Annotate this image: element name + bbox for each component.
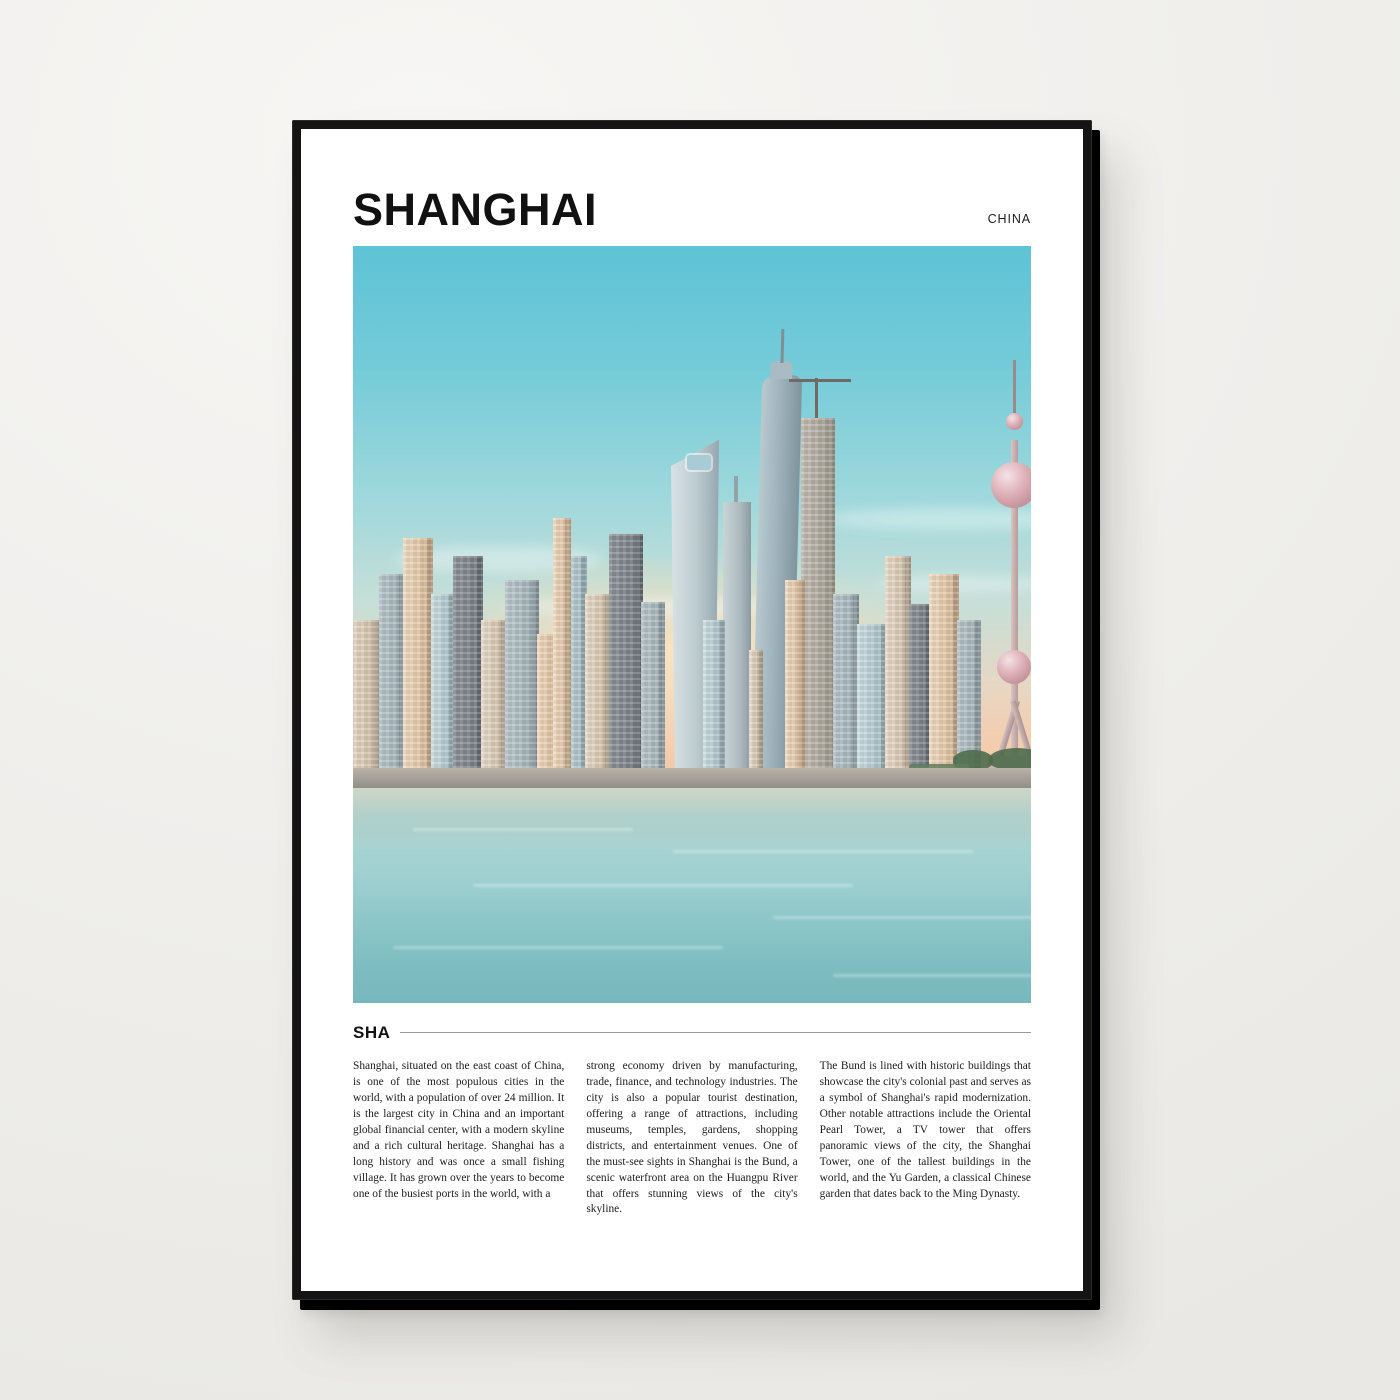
jin-mao-tower [723,502,751,770]
building [453,556,483,770]
water-reflection [773,916,1031,919]
building [431,594,455,770]
riverbank-promenade [353,768,1031,790]
page-title: SHANGHAI [353,184,598,235]
building [609,534,643,770]
water-reflection [833,974,1031,977]
description-column-2: strong economy driven by manufacturing, trade, finance, and technology industries. The city is also a popular tourist destination, offering a range of attractions, including museums, temples, gardens, shopping districts, and entertainment venues. One of the must-see sights in Shanghai is the Bund, a scenic waterfront area on the Huangpu River that offers stunning views of the city's skyline. [586,1059,798,1216]
pearl-sphere-upper [991,462,1031,508]
building [785,580,805,770]
caption [353,1023,1031,1043]
poster-photograph [353,246,1031,1003]
pearl-mast [1013,360,1016,414]
water-reflection [393,946,723,949]
picture-frame [292,120,1092,1300]
tower-mast [780,329,784,363]
water-reflection [673,850,973,853]
poster-header [353,184,1031,235]
description-column-1: Shanghai, situated on the east coast of China, is one of the most populous cities in the world, with a population of over 24 million. It is the largest city in China and an important global financial center, with a modern skyline and a rich cultural heritage. Shanghai has a long history and was once a small fishing village. It has grown over the years to become one of the busiest ports in the world, with a [353,1059,565,1200]
building [553,518,571,770]
water-reflection [473,884,853,887]
building [481,620,507,770]
building [505,580,539,770]
building [885,556,911,770]
water-reflection [413,828,633,831]
oriental-pearl-tower [981,360,1031,770]
park-trees [989,748,1031,770]
building [749,650,763,770]
building [353,620,381,770]
pearl-sphere-top [1006,413,1023,430]
building [957,620,981,770]
caption-code: SHA [353,1022,391,1042]
building [703,620,725,770]
building [833,594,859,770]
building [585,594,611,770]
crane-jib [789,379,851,382]
building [857,624,887,770]
poster [301,129,1083,1291]
building-under-construction [801,418,835,770]
swfc-aperture [687,455,711,470]
building [909,604,931,770]
building [641,602,665,770]
crane-mast [815,378,818,418]
pearl-sphere-lower [997,650,1031,684]
description-columns [353,1059,1031,1219]
city-skyline [353,340,1031,770]
building [403,538,433,770]
huangpu-river [353,788,1031,1003]
building [929,574,959,770]
tower-crown [770,361,792,379]
building [379,574,405,770]
country-label: CHINA [987,211,1031,226]
divider [400,1032,1031,1033]
description-column-3: The Bund is lined with historic buildings that showcase the city's colonial past and serves as a symbol of Shanghai's rapid modernization. Other notable attractions include the Oriental Pearl Tower, a TV tower that offers panoramic views of the city, the Shanghai Tower, one of the tallest buildings in the world, and the Yu Garden, a classical Chinese garden that dates back to the Ming Dynasty. [819,1059,1031,1200]
